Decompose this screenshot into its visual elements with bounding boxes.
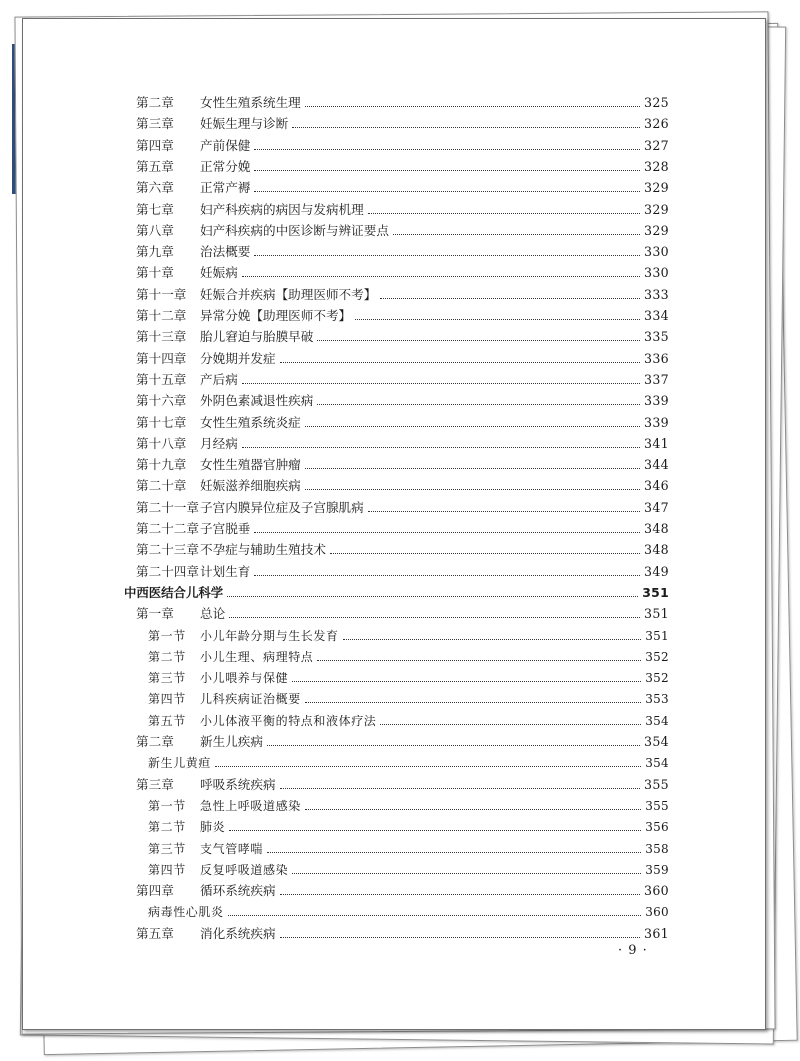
toc-entry-title: 产后病 [200,371,238,387]
toc-entry-title: 计划生育 [200,563,251,579]
dot-leader [368,212,640,214]
toc-entry-page-number: 351 [644,606,669,622]
toc-entry-number: 第十四章 [136,350,187,366]
toc-chapter-entry[interactable] [136,136,669,156]
toc-entry-number: 第二节 [148,820,186,835]
toc-entry-page-number: 360 [644,883,669,899]
toc-chapter-entry[interactable] [136,476,669,496]
toc-entry-title: 总论 [200,606,226,622]
dot-leader [380,723,641,725]
dot-leader [280,936,640,938]
toc-entry-title: 新生儿疾病 [200,734,263,749]
toc-entry-title: 月经病 [200,435,238,451]
toc-entry-number: 第十七章 [136,414,187,430]
dot-leader [228,914,642,916]
toc-entry-title: 小儿年龄分期与生长发育 [200,628,339,643]
toc-entry-title: 妊娠合并疾病【助理医师不考】 [200,286,377,302]
dot-leader [242,275,640,277]
toc-entry-number: 第四章 [136,137,174,153]
toc-chapter-entry[interactable] [136,114,669,134]
toc-entry-title: 治法概要 [200,244,251,260]
toc-entry-page-number: 329 [644,180,669,196]
toc-entry-number: 第三章 [136,776,174,792]
document-page [22,18,766,1030]
dot-leader [330,552,640,554]
toc-entry-title: 妇产科疾病的中医诊断与辨证要点 [200,222,389,238]
toc-chapter-entry[interactable] [136,221,669,241]
toc-entry-page-number: 354 [645,756,669,771]
toc-entry-title: 急性上呼吸道感染 [200,798,301,813]
page-number-footer: · 9 · [618,943,648,958]
toc-chapter-entry[interactable] [136,200,669,220]
toc-entry-title: 新生儿黄疸 [148,756,212,771]
toc-entry-page-number: 351 [642,584,669,600]
dot-leader [254,574,640,576]
toc-entry-title: 外阴色素减退性疾病 [200,393,314,409]
toc-entry-page-number: 333 [644,286,669,302]
toc-section-entry[interactable] [148,668,669,688]
toc-entry-number: 第七章 [136,201,174,217]
toc-entry-title: 正常分娩 [200,158,251,174]
toc-entry-title: 反复呼吸道感染 [200,862,289,877]
toc-entry-number: 第二十二章 [136,521,199,536]
toc-chapter-entry[interactable] [136,604,669,624]
toc-entry-title: 分娩期并发症 [200,350,276,366]
toc-entry-page-number: 337 [644,371,669,387]
toc-entry-number: 第三节 [148,671,186,686]
dot-leader [242,446,640,448]
toc-entry-number: 第十一章 [136,286,187,302]
toc-chapter-entry[interactable] [136,540,669,560]
toc-entry-number: 第四节 [148,692,186,707]
dot-leader [227,595,638,597]
toc-entry-page-number: 329 [644,222,669,238]
toc-entry-page-number: 359 [645,862,669,877]
toc-entry-page-number: 329 [644,201,669,217]
toc-entry-page-number: 348 [644,542,669,558]
toc-entry-page-number: 328 [644,158,669,174]
dot-leader [305,701,641,703]
toc-chapter-entry[interactable] [136,93,669,113]
toc-entry-number: 第三章 [136,116,174,132]
dot-leader [280,787,640,789]
toc-entry-number: 第六章 [136,180,174,196]
toc-section-entry[interactable] [148,796,669,816]
toc-entry-title: 消化系统疾病 [200,925,276,941]
toc-entry-page-number: 360 [645,905,669,920]
dot-leader [292,872,641,874]
toc-entry-title: 妊娠病 [200,265,238,281]
toc-entry-title: 小儿生理、病理特点 [200,649,314,664]
toc-chapter-entry[interactable] [136,349,669,369]
toc-entry-number: 第十二章 [136,308,187,323]
dot-leader [393,233,640,235]
toc-entry-number: 第四节 [148,862,186,877]
toc-section-entry[interactable] [148,753,669,773]
toc-entry-title: 肺炎 [200,820,226,835]
toc-chapter-entry[interactable] [136,434,669,454]
toc-entry-number: 第二章 [136,95,174,110]
toc-entry-title: 支气管哮喘 [200,841,264,856]
toc-chapter-entry[interactable] [136,455,669,475]
toc-entry-page-number: 325 [644,95,669,110]
toc-entry-title: 子宫脱垂 [200,521,251,536]
toc-section-entry[interactable] [148,817,669,837]
dot-leader [254,531,640,533]
toc-entry-page-number: 355 [645,798,669,813]
toc-entry-number: 第二十一章 [136,499,199,515]
dot-leader [280,361,640,363]
toc-part-heading[interactable] [124,583,669,603]
dot-leader [368,510,640,512]
toc-section-entry[interactable] [148,647,669,667]
toc-entry-page-number: 356 [645,820,669,835]
toc-entry-title: 妇产科疾病的病因与发病机理 [200,201,364,217]
dot-leader [229,616,640,618]
dot-leader [242,382,640,384]
toc-entry-page-number: 352 [645,671,669,686]
dot-leader [215,765,641,767]
toc-entry-title: 子宫内膜异位症及子宫腺肌病 [200,499,364,515]
dot-leader [317,659,641,661]
toc-chapter-entry[interactable] [136,306,669,326]
toc-entry-title: 不孕症与辅助生殖技术 [200,542,326,558]
toc-chapter-entry[interactable] [136,775,669,795]
dot-leader [380,297,640,299]
toc-entry-page-number: 344 [644,457,669,473]
toc-entry-title: 正常产褥 [200,180,251,196]
dot-leader [292,680,641,682]
toc-entry-page-number: 346 [644,478,669,494]
toc-entry-title: 女性生殖器官肿瘤 [200,457,301,473]
toc-entry-page-number: 347 [644,499,669,515]
toc-entry-title: 呼吸系统疾病 [200,776,276,792]
toc-entry-title: 病毒性心肌炎 [148,905,224,920]
toc-entry-title: 妊娠生理与诊断 [200,116,289,132]
toc-section-entry[interactable] [148,626,669,646]
toc-entry-number: 第十五章 [136,371,187,387]
toc-entry-title: 循环系统疾病 [200,883,276,899]
dot-leader [254,169,640,171]
toc-entry-page-number: 334 [644,308,669,323]
toc-entry-page-number: 351 [645,628,669,643]
toc-chapter-entry[interactable] [136,519,669,539]
toc-entry-number: 第十章 [136,265,174,281]
toc-section-entry[interactable] [148,711,669,731]
toc-section-entry[interactable] [148,902,669,922]
dot-leader [254,190,640,192]
dot-leader [305,105,640,107]
toc-entry-title: 小儿喂养与保健 [200,671,289,686]
dot-leader [305,425,640,427]
toc-chapter-entry[interactable] [136,327,669,347]
toc-entry-number: 第八章 [136,222,174,238]
toc-entry-number: 第十六章 [136,393,187,409]
toc-entry-number: 第一节 [148,798,186,813]
dot-leader [254,254,640,256]
toc-entry-page-number: 339 [644,414,669,430]
toc-chapter-entry[interactable] [136,263,669,283]
toc-entry-number: 第九章 [136,244,174,260]
toc-entry-page-number: 358 [645,841,669,856]
toc-chapter-entry[interactable] [136,924,669,944]
toc-entry-number: 第二十三章 [136,542,199,558]
dot-leader [280,893,640,895]
toc-chapter-entry[interactable] [136,413,669,433]
toc-entry-number: 第二节 [148,649,186,664]
toc-entry-page-number: 354 [645,713,669,728]
toc-entry-number: 第二章 [136,734,174,749]
table-of-contents [23,19,765,1029]
toc-entry-number: 第四章 [136,883,174,899]
toc-chapter-entry[interactable] [136,391,669,411]
toc-entry-title: 小儿体液平衡的特点和液体疗法 [200,713,377,728]
toc-entry-page-number: 326 [644,116,669,132]
toc-entry-title: 儿科疾病证治概要 [200,692,301,707]
toc-entry-title: 女性生殖系统生理 [200,95,301,110]
toc-entry-number: 第五节 [148,713,186,728]
toc-entry-title: 女性生殖系统炎症 [200,414,301,430]
toc-chapter-entry[interactable] [136,881,669,901]
toc-entry-number: 第五章 [136,158,174,174]
dot-leader [229,829,641,831]
toc-chapter-entry[interactable] [136,370,669,390]
toc-entry-page-number: 355 [644,776,669,792]
toc-chapter-entry[interactable] [136,498,669,518]
toc-entry-page-number: 353 [645,692,669,707]
toc-entry-title: 妊娠滋养细胞疾病 [200,478,301,494]
toc-entry-title: 产前保健 [200,137,251,153]
toc-chapter-entry[interactable] [136,178,669,198]
toc-chapter-entry[interactable] [136,242,669,262]
toc-entry-page-number: 352 [645,649,669,664]
toc-entry-page-number: 339 [644,393,669,409]
toc-entry-title: 胎儿窘迫与胎膜早破 [200,329,314,345]
toc-entry-number: 第十九章 [136,457,187,473]
toc-entry-page-number: 330 [644,265,669,281]
toc-entry-page-number: 349 [644,563,669,579]
toc-entry-title: 异常分娩【助理医师不考】 [200,308,352,323]
toc-chapter-entry[interactable] [136,157,669,177]
toc-entry-number: 第三节 [148,841,186,856]
dot-leader [254,148,640,150]
toc-chapter-entry[interactable] [136,285,669,305]
dot-leader [355,318,640,320]
toc-section-entry[interactable] [148,860,669,880]
toc-section-entry[interactable] [148,689,669,709]
toc-chapter-entry[interactable] [136,562,669,582]
toc-section-entry[interactable] [148,839,669,859]
toc-entry-number: 第二十四章 [136,563,199,579]
toc-entry-number: 第一节 [148,628,186,643]
toc-entry-page-number: 361 [644,925,669,941]
toc-entry-page-number: 336 [644,350,669,366]
dot-leader [305,488,640,490]
dot-leader [305,467,640,469]
dot-leader [292,126,640,128]
toc-entry-page-number: 327 [644,137,669,153]
dot-leader [305,808,641,810]
toc-entry-title: 中西医结合儿科学 [124,584,224,600]
toc-chapter-entry[interactable] [136,732,669,752]
toc-entry-page-number: 341 [644,435,669,451]
toc-entry-page-number: 335 [644,329,669,345]
toc-entry-number: 第十三章 [136,329,187,345]
toc-entry-number: 第一章 [136,606,174,622]
dot-leader [317,339,640,341]
toc-entry-number: 第五章 [136,925,174,941]
dot-leader [317,403,640,405]
toc-entry-number: 第二十章 [136,478,187,494]
dot-leader [267,744,640,746]
toc-entry-page-number: 354 [644,734,669,749]
toc-entry-page-number: 348 [644,521,669,536]
toc-entry-page-number: 330 [644,244,669,260]
dot-leader [267,851,641,853]
toc-entry-number: 第十八章 [136,435,187,451]
dot-leader [343,638,642,640]
